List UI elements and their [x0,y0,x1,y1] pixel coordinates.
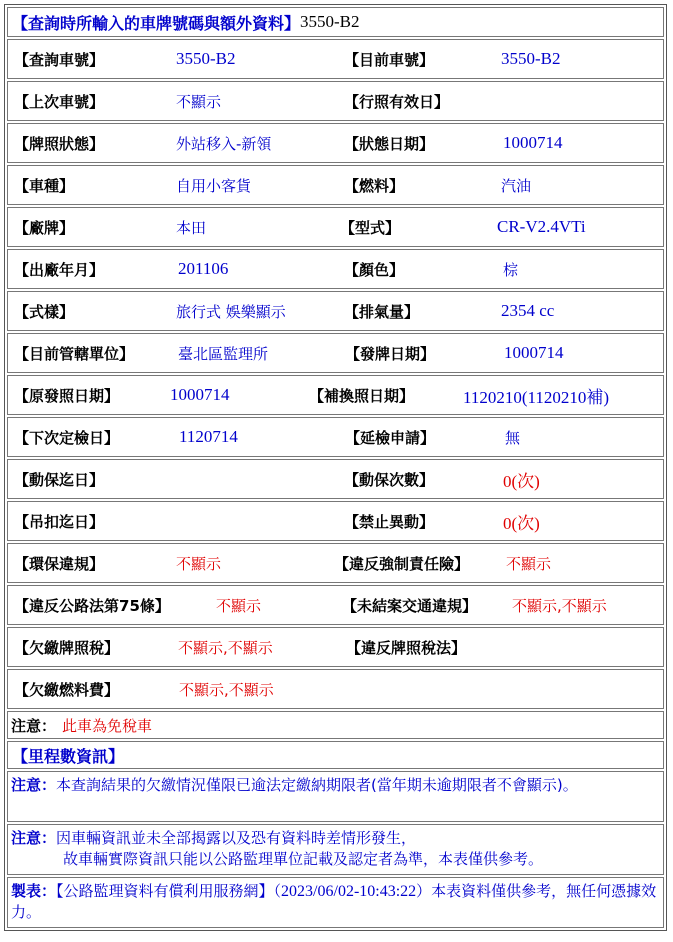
footer-row [7,877,664,928]
overdue-note-label: 注意： [11,776,57,794]
value-unpaid-license-tax: 不顯示,不顯示 [178,638,273,657]
value-color: 棕 [503,260,519,279]
value-inspection-extension: 無 [505,428,521,447]
label-insurance-violation: 【違反強制責任險】 [334,554,470,573]
value-body-style: 旅行式 娛樂顯示 [176,302,286,321]
value-current-plate: 3550-B2 [501,49,561,68]
label-jurisdiction: 【目前管轄單位】 [14,344,135,363]
value-vehicle-type: 自用小客貨 [176,176,252,195]
label-environmental-violation: 【環保違規】 [14,554,105,573]
footer-service-name: 【公路監理資料有償利用服務網】 [56,882,274,900]
row-vehicle-type [7,165,664,205]
row-lien-end [7,459,664,499]
value-plate-status: 外站移入-新領 [176,134,272,153]
value-lien-count: 0(次) [503,471,540,491]
label-transfer-ban: 【禁止異動】 [344,512,435,531]
row-jurisdiction [7,333,664,373]
value-previous-plate: 不顯示 [176,92,222,111]
value-query-plate: 3550-B2 [176,49,236,68]
overdue-note-row [7,771,664,822]
label-suspension-end: 【吊扣迄日】 [14,512,105,531]
label-vehicle-type: 【車種】 [14,176,75,195]
mileage-section-title: 【里程數資訊】 [12,746,125,766]
footer [8,878,663,926]
label-previous-plate: 【上次車號】 [14,92,105,111]
value-displacement: 2354 cc [501,301,555,320]
disclaimer-note-line2: 故車輛實際資訊只能以公路監理單位記載及認定者為準，本表僅供參考。 [63,850,544,868]
row-unpaid-license-tax [7,627,664,667]
label-highway-law-violation: 【違反公路法第75條】 [14,596,170,615]
label-plate-status: 【牌照狀態】 [14,134,105,153]
overdue-note [8,772,663,799]
label-query-plate: 【查詢車號】 [14,50,105,69]
label-inspection-extension: 【延檢申請】 [345,428,436,447]
value-environmental-violation: 不顯示 [176,554,222,573]
page-title: 【查詢時所輸入的車牌號碼與額外資料】 [12,13,301,33]
tax-exempt-note-text: 此車為免稅車 [62,716,153,735]
value-model: CR-V2.4VTi [497,217,586,236]
mileage-section [12,742,124,768]
label-manufacture-date: 【出廠年月】 [14,260,105,279]
row-manufacture-date [7,249,664,289]
label-next-inspection: 【下次定檢日】 [14,428,120,447]
overdue-note-text: 本查詢結果的欠繳情況僅限已逾法定繳納期限者(當年期未逾期限者不會顯示)。 [56,776,578,794]
vehicle-info-table [4,4,667,931]
label-status-date: 【狀態日期】 [344,134,435,153]
tax-exempt-note-row [7,711,664,739]
value-next-inspection: 1120714 [179,427,238,446]
value-highway-law-violation: 不顯示 [216,596,262,615]
value-reissue-date: 1120210(1120210補) [463,387,610,407]
header-plate: 3550-B2 [300,12,360,31]
label-current-plate: 【目前車號】 [344,50,435,69]
mileage-section-row [7,741,664,769]
label-model: 【型式】 [340,218,401,237]
row-query-plate [7,39,664,79]
row-previous-plate [7,81,664,121]
label-license-expiry: 【行照有效日】 [344,92,450,111]
label-issue-date: 【發牌日期】 [345,344,436,363]
label-unpaid-fuel-fee: 【欠繳燃料費】 [14,680,120,699]
disclaimer-note [8,825,663,873]
value-transfer-ban: 0(次) [503,513,540,533]
tax-exempt-note-label: 注意： [11,716,57,735]
row-brand [7,207,664,247]
value-manufacture-date: 201106 [178,259,229,278]
label-body-style: 【式樣】 [14,302,75,321]
value-open-traffic-violation: 不顯示,不顯示 [512,596,607,615]
label-reissue-date: 【補換照日期】 [309,386,415,405]
label-original-license-date: 【原發照日期】 [14,386,120,405]
footer-paren-close: ） [416,882,432,900]
label-lien-count: 【動保次數】 [344,470,435,489]
header-row [7,7,664,37]
row-environmental-violation [7,543,664,583]
label-brand: 【廠牌】 [14,218,75,237]
footer-timestamp: 2023/06/02-10:43:22 [281,883,417,900]
row-suspension-end [7,501,664,541]
disclaimer-note-line1: 因車輛資訊並未全部揭露以及恐有資料時差情形發生， [56,829,417,847]
value-status-date: 1000714 [503,133,563,152]
value-unpaid-fuel-fee: 不顯示,不顯示 [179,680,274,699]
disclaimer-note-row [7,824,664,875]
row-next-inspection [7,417,664,457]
value-brand: 本田 [176,218,207,237]
row-highway-law-violation [7,585,664,625]
value-jurisdiction: 臺北區監理所 [178,344,269,363]
label-lien-end: 【動保迄日】 [14,470,105,489]
footer-paren-open: （ [273,882,282,900]
label-open-traffic-violation: 【未結案交通違規】 [342,596,478,615]
label-displacement: 【排氣量】 [344,302,420,321]
row-plate-status [7,123,664,163]
tax-exempt-note [11,712,152,738]
footer-label: 製表： [11,882,57,900]
value-fuel: 汽油 [501,176,532,195]
label-color: 【顏色】 [344,260,405,279]
row-unpaid-fuel-fee [7,669,664,709]
header-cell [12,8,360,36]
row-body-style [7,291,664,331]
label-license-tax-violation: 【違反牌照稅法】 [346,638,467,657]
row-original-license-date [7,375,664,415]
value-insurance-violation: 不顯示 [506,554,552,573]
label-fuel: 【燃料】 [344,176,405,195]
footer-disclaimer-text: 本表資料僅供參考，無任何憑據效力。 [11,882,657,921]
label-unpaid-license-tax: 【欠繳牌照稅】 [14,638,120,657]
value-original-license-date: 1000714 [170,385,230,404]
value-issue-date: 1000714 [504,343,564,362]
disclaimer-note-label: 注意： [11,829,57,847]
